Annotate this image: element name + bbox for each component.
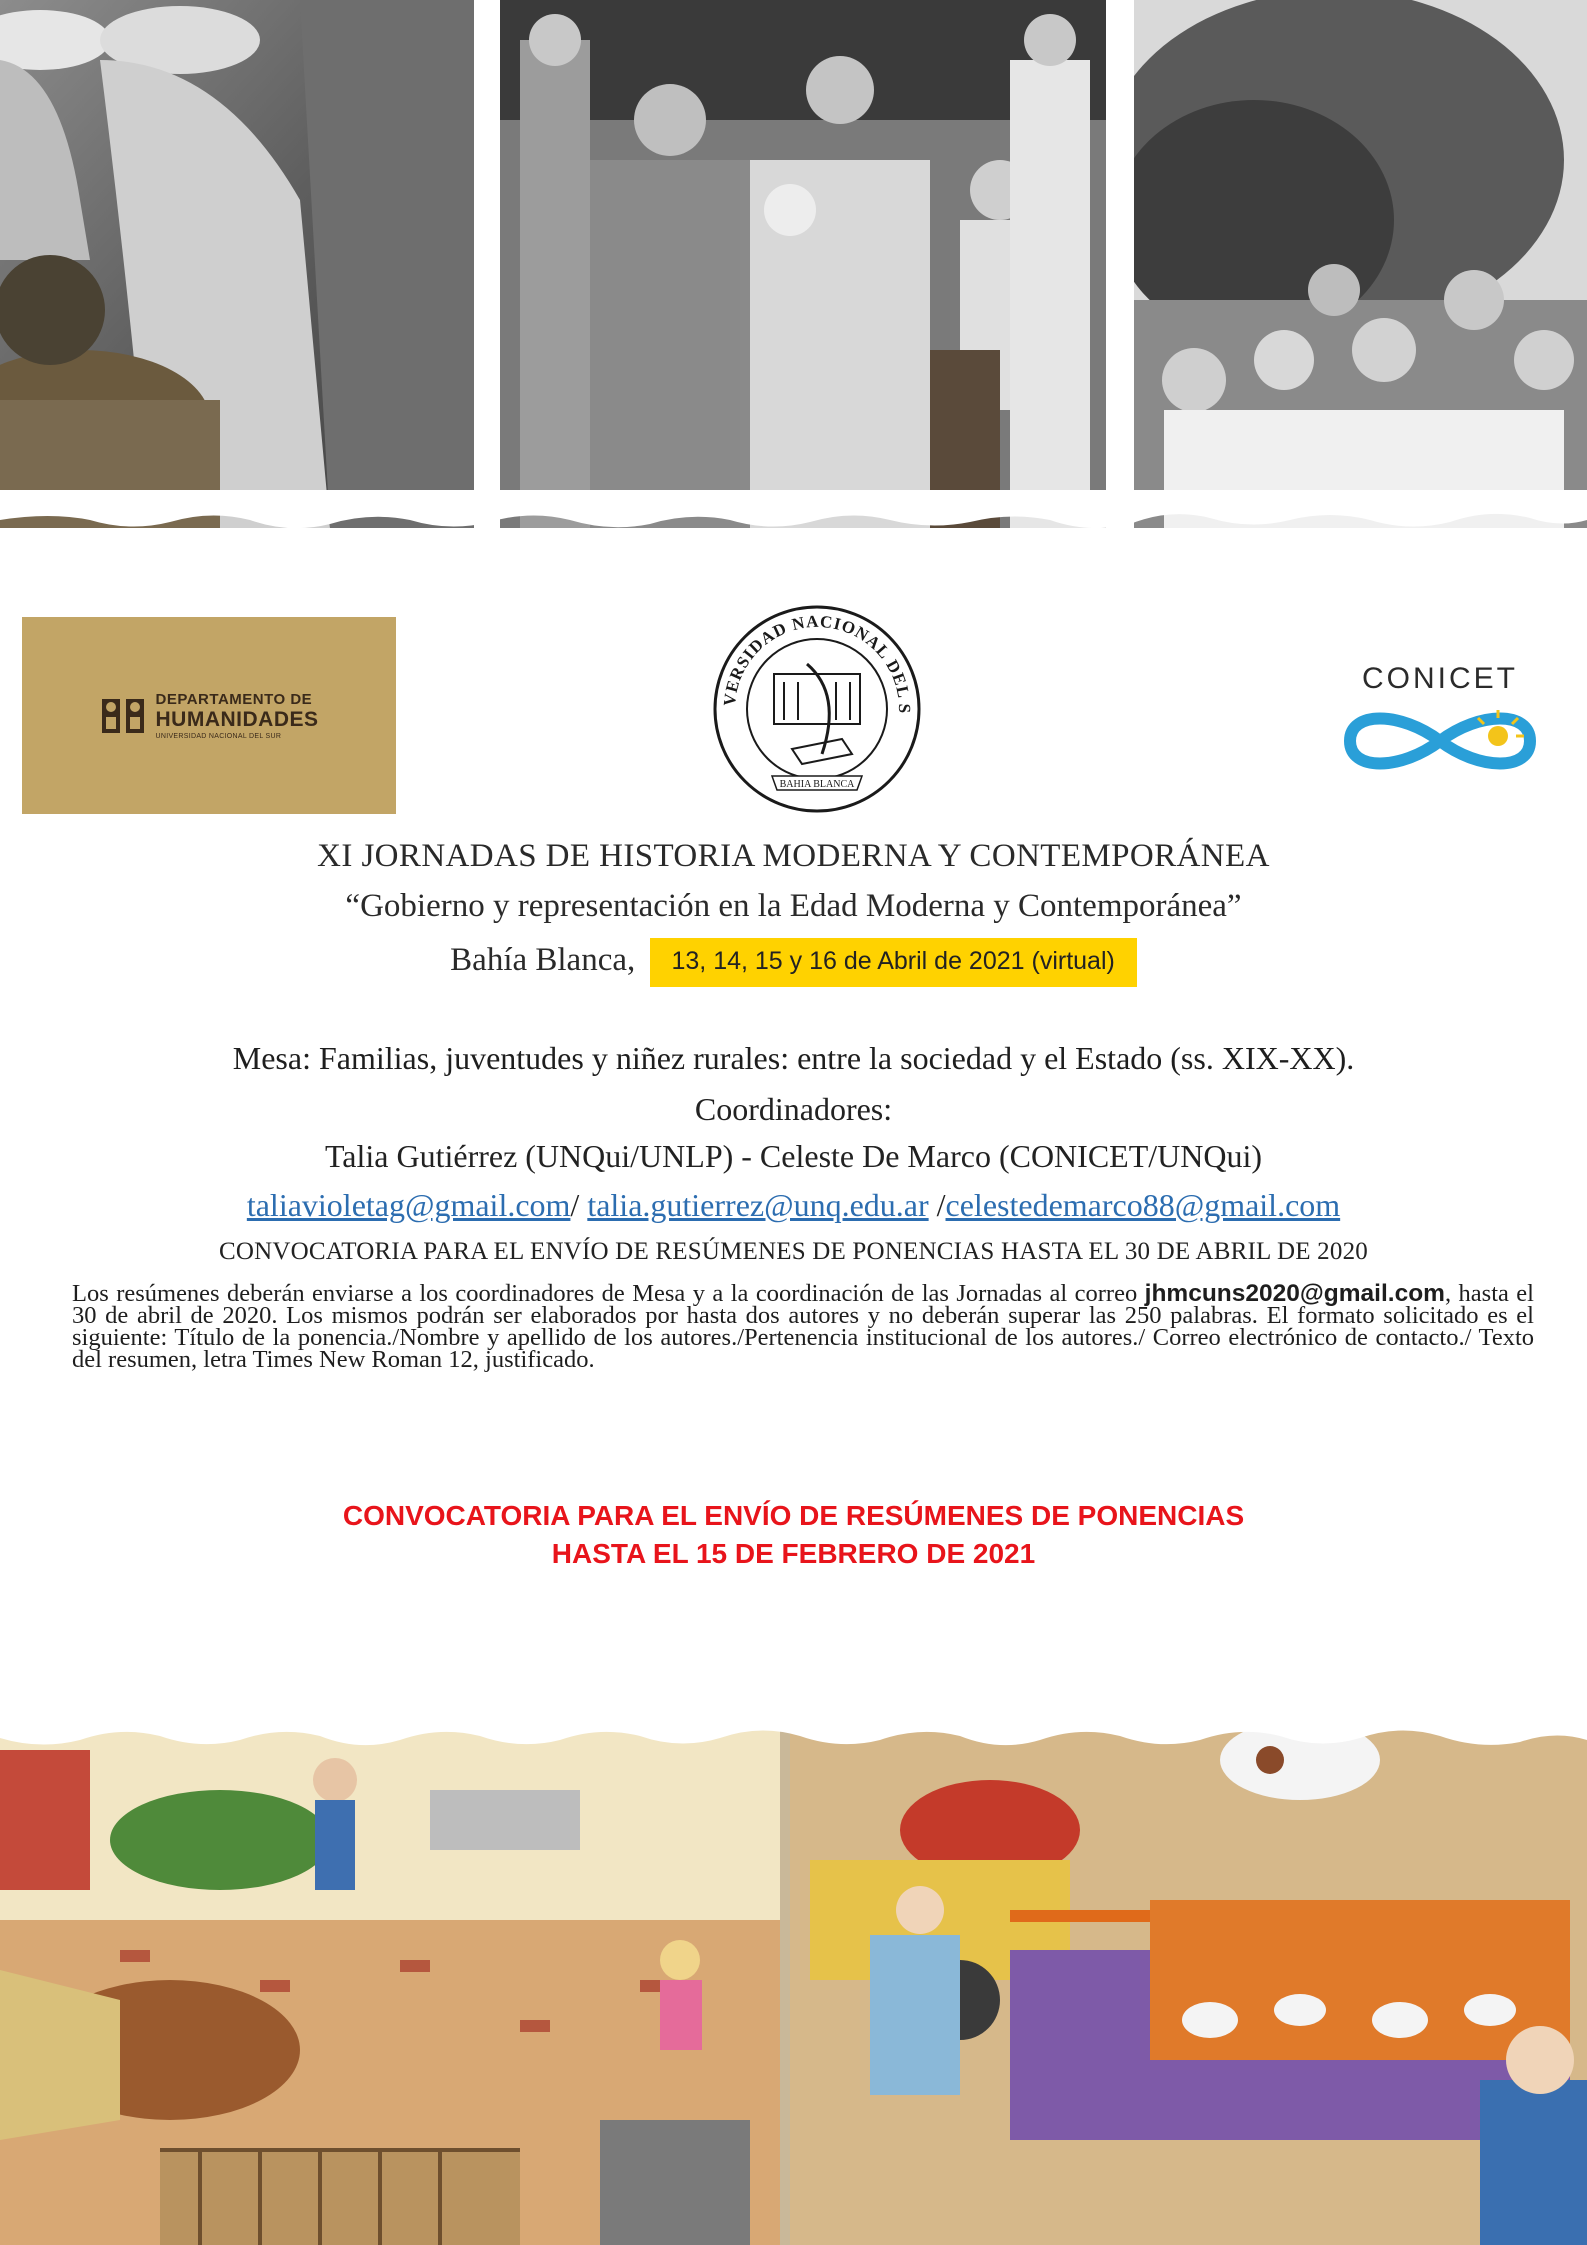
event-place: Bahía Blanca, [450, 942, 636, 979]
email-link-celeste[interactable]: celestedemarco88@gmail.com [945, 1187, 1341, 1223]
call-new-line2: HASTA EL 15 DE FEBRERO DE 2021 [551, 1538, 1036, 1569]
dept-line1: DEPARTAMENTO DE [155, 690, 313, 708]
logo-departamento-humanidades [22, 617, 396, 814]
logo-universidad-nacional-del-sur [712, 604, 922, 814]
logo-conicet [1330, 662, 1550, 792]
coordinators-names: Talia Gutiérrez (UNQui/UNLP) - Celeste De Marco (CONICET/UNQui) [324, 1138, 1263, 1174]
dept-line2: HUMANIDADES [155, 707, 319, 731]
instructions-part2: , hasta el 30 de abril de 2020. Los mismos podrán ser elaborados por hasta dos autores y no deberán superar las 250 palabras. El formato solicitado es el siguiente: Título de la ponencia./Nombre y apellido de los autores./Pertenencia institucional de los autores./ Correo electrónico de contacto./ Texto del resumen, letra Times New Roman 12, justificado. [72, 1280, 1534, 1373]
email-separator: / [928, 1187, 946, 1223]
photo-women-harvest [0, 0, 474, 528]
mesa-title: Mesa: Familias, juventudes y niñez rurales: entre la sociedad y el Estado (ss. XIX-XX). [232, 1040, 1355, 1076]
event-date-highlight: 13, 14, 15 y 16 de Abril de 2021 (virtual) [650, 938, 1137, 987]
call-new-line1: CONVOCATORIA PARA EL ENVÍO DE RESÚMENES DE PONENCIAS [342, 1500, 1245, 1531]
call-old-deadline: CONVOCATORIA PARA EL ENVÍO DE RESÚMENES DE PONENCIAS HASTA EL 30 DE ABRIL DE 2020 [219, 1238, 1368, 1265]
email-link-talia-gmail[interactable]: taliavioletag@gmail.com [246, 1187, 571, 1223]
conicet-name: CONICET [1362, 662, 1518, 695]
email-link-talia-unq[interactable]: talia.gutierrez@unq.edu.ar [587, 1187, 929, 1223]
event-subtitle: “Gobierno y representación en la Edad Moderna y Contemporánea” [345, 888, 1242, 924]
torn-edge-top [0, 490, 1587, 550]
torn-edge-bottom [0, 1700, 1587, 1760]
submission-instructions [72, 1280, 1534, 1373]
instructions-part1: Los resúmenes deberán enviarse a los coordinadores de Mesa y a la coordinación de las Jornadas al correo [72, 1280, 1145, 1307]
jornadas-email: jhmcuns2020@gmail.com [1144, 1280, 1445, 1307]
event-title: XI JORNADAS DE HISTORIA MODERNA Y CONTEMPORÁNEA [317, 838, 1270, 874]
dept-emblem-icon [100, 693, 148, 739]
illustration-farmyard [0, 1720, 1587, 2245]
seal-city: BAHIA BLANCA [779, 779, 855, 790]
seal-ring-text: VERSIDAD NACIONAL DEL S [719, 611, 915, 715]
photo-family-portrait [500, 0, 1106, 528]
email-separator: / [570, 1187, 588, 1223]
photo-children-group [1134, 0, 1587, 528]
dept-line3: UNIVERSIDAD NACIONAL DEL SUR [155, 732, 282, 740]
event-place-date [0, 938, 1587, 987]
coordinator-emails [0, 1187, 1587, 1224]
coordinators-label: Coordinadores: [694, 1091, 893, 1127]
conicet-infinity-icon [1330, 696, 1550, 776]
